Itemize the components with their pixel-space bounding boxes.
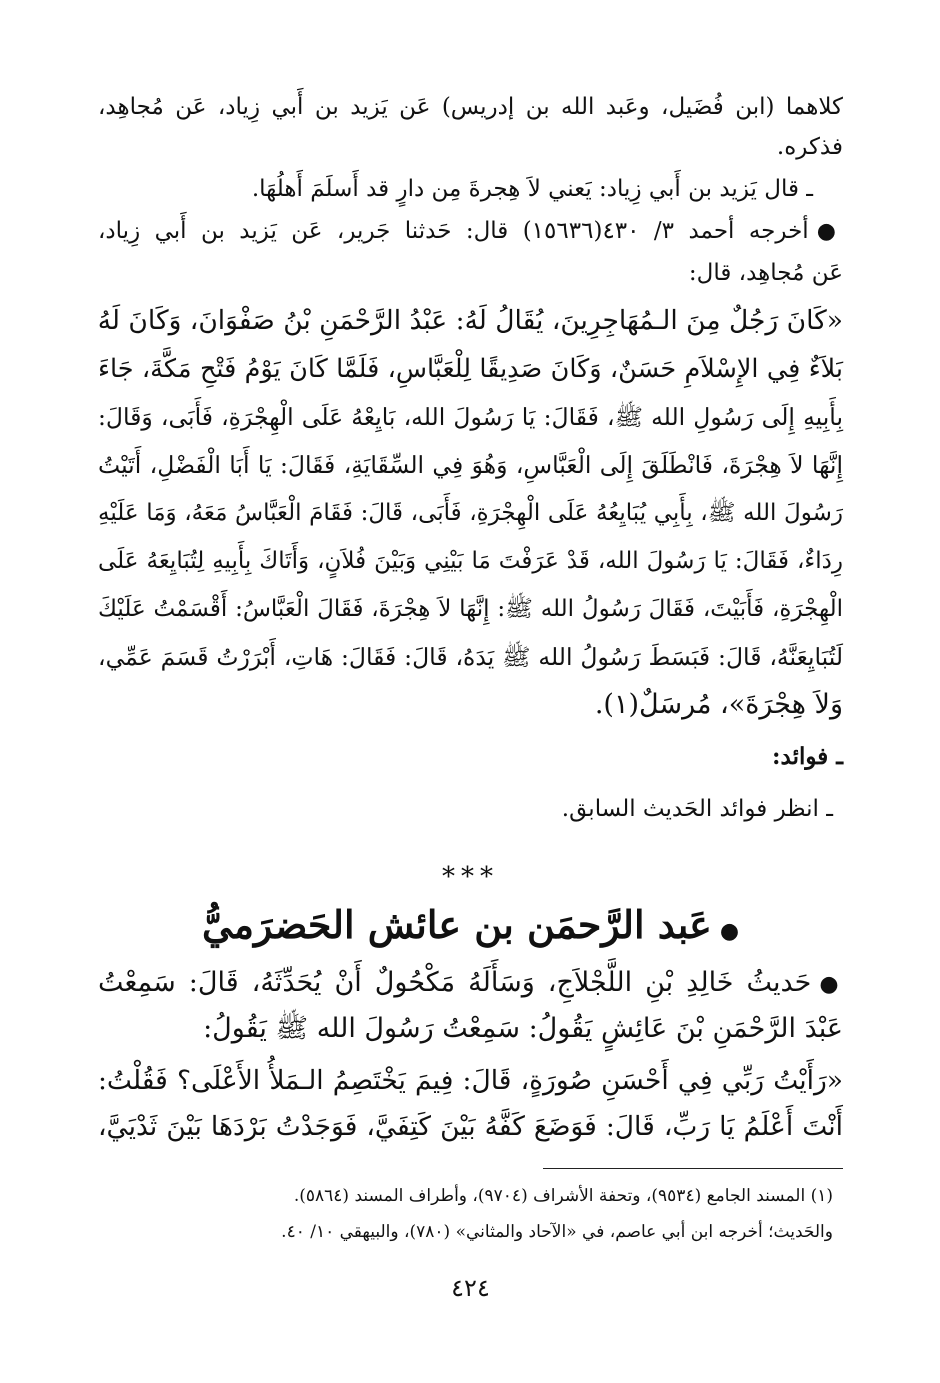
hadith-line: «كَانَ رَجُلٌ مِنَ الـمُهَاجِرِينَ، يُقَالُ لَهُ: عَبْدُ الرَّحْمَنِ بْنُ صَفْوَانَ، وَكَانَ لَهُ xyxy=(97,305,843,336)
intro-line xyxy=(98,966,843,1002)
body-line: كلاهما (ابن فُضَيل، وعَبد الله بن إدريس) عَن يَزيد بن أَبي زِياد، عَن مُجاهِد، xyxy=(98,94,843,120)
hadith-line: لَتُبَايِعَنَّهُ، قَالَ: فَبَسَطَ رَسُولُ الله ﷺ يَدَهُ، قَالَ: فَقَالَ: هَاتِ، أَبْرَرْتُ قَسَمَ عَمِّي، xyxy=(98,643,843,671)
hadith-line: «رَأَيْتُ رَبِّي فِي أَحْسَنِ صُورَةٍ، قَالَ: فِيمَ يَخْتَصِمُ الـمَلأُ الأَعْلَى؟ فَقُلْتُ: xyxy=(98,1065,843,1096)
body-line: ـ قال يَزيد بن أَبي زِياد: يَعني لاَ هِجرةَ مِن دارٍ قد أَسلَمَ أَهلُهَا. xyxy=(251,176,813,202)
section-separator: *** xyxy=(442,862,499,892)
fawaid-text: ـ انظر فوائد الحَديث السابق. xyxy=(561,796,833,822)
hadith-line: إِنَّهَا لاَ هِجْرَةَ، فَانْطَلَقَ إِلَى الْعَبَّاسِ، وَهُوَ فِي السِّقَايَةِ، فَقَالَ: يَا أَبَا الْفَضْلِ، أَتَيْتُ xyxy=(98,451,843,479)
footnote: (١) المسند الجامع (٩٥٣٤)، وتحفة الأشراف (٩٧٠٤)، وأطراف المسند (٥٨٦٤). xyxy=(293,1186,833,1206)
footnote-rule xyxy=(543,1168,843,1169)
hadith-line: رِدَاءٌ، فَقَالَ: يَا رَسُولَ الله، قَدْ عَرَفْتَ مَا بَيْنِي وَبَيْنَ فُلاَنٍ، وَأَتَاكَ بِأَبِيهِ لِتُبَايِعَهُ عَلَى xyxy=(98,548,843,574)
body-line: فذكره. xyxy=(776,134,843,160)
intro-line-text: حَديثُ خَالِدِ بْنِ اللَّجْلاَجِ، وَسَأَلَهُ مَكْحُولٌ أَنْ يُحَدِّثَهُ، قَالَ: سَمِعْتُ xyxy=(98,967,812,998)
intro-line: عَبْدَ الرَّحْمَنِ بْنَ عَائِشٍ يَقُولُ: سَمِعْتُ رَسُولَ الله ﷺ يَقُولُ: xyxy=(203,1013,843,1044)
hadith-line: وَلاَ هِجْرَةَ»، مُرسَلٌ(١). xyxy=(594,689,843,720)
section-title xyxy=(98,902,843,947)
page-number: ٤٢٤ xyxy=(451,1274,490,1302)
hadith-line: بَلاَءٌ فِي الإِسْلاَمِ حَسَنٌ، وَكَانَ صَدِيقًا لِلْعَبَّاسِ، فَلَمَّا كَانَ يَوْمُ فَتْحِ مَكَّةَ، جَاءَ xyxy=(98,354,843,384)
body-line: عَن مُجاهِد، قال: xyxy=(688,260,843,286)
fawaid-heading: ـ فوائد: xyxy=(772,743,843,770)
document-page xyxy=(98,92,843,1352)
body-line-text: أخرجه أحمد ٣/ ٤٣٠(١٥٦٣٦) قال: حَدثنا جَرير، عَن يَزيد بن أَبي زِياد، xyxy=(98,218,809,244)
bullet-icon: ● xyxy=(816,219,843,244)
hadith-line: رَسُولَ الله ﷺ، بِأَبِي يُبَايِعُهُ عَلَى الْهِجْرَةِ، فَأَبَى، قَالَ: فَقَامَ الْعَبَّاسُ مَعَهُ، وَمَا عَلَيْهِ xyxy=(98,500,843,526)
bullet-icon: ● xyxy=(819,972,843,997)
hadith-line: الْهِجْرَةِ، فَأَبَيْتَ، فَقَالَ رَسُولُ الله ﷺ: إِنَّهَا لاَ هِجْرَةَ، فَقَالَ الْعَبَّاسُ: أَقْسَمْتُ عَلَيْكَ xyxy=(98,596,843,622)
body-line xyxy=(98,216,843,247)
hadith-line: بِأَبِيهِ إِلَى رَسُولِ الله ﷺ، فَقَالَ: يَا رَسُولَ الله، بَايِعْهُ عَلَى الْهِجْرَةِ، فَأَبَى، وَقَالَ: xyxy=(98,403,843,431)
bullet-icon: ● xyxy=(719,918,740,944)
section-title-text: عَبد الرَّحمَن بن عائش الحَضرَميُّ xyxy=(201,902,712,947)
footnote: والحَديث؛ أخرجه ابن أبي عاصم، في «الآحاد والمثاني» (٧٨٠)، والبيهقي ١٠/ ٤٠. xyxy=(281,1222,833,1242)
hadith-line: أَنْتَ أَعْلَمُ يَا رَبِّ، قَالَ: فَوَضَعَ كَفَّهُ بَيْنَ كَتِفَيَّ، فَوَجَدْتُ بَرْدَهَا بَيْنَ ثَدْيَيَّ، xyxy=(98,1111,843,1142)
